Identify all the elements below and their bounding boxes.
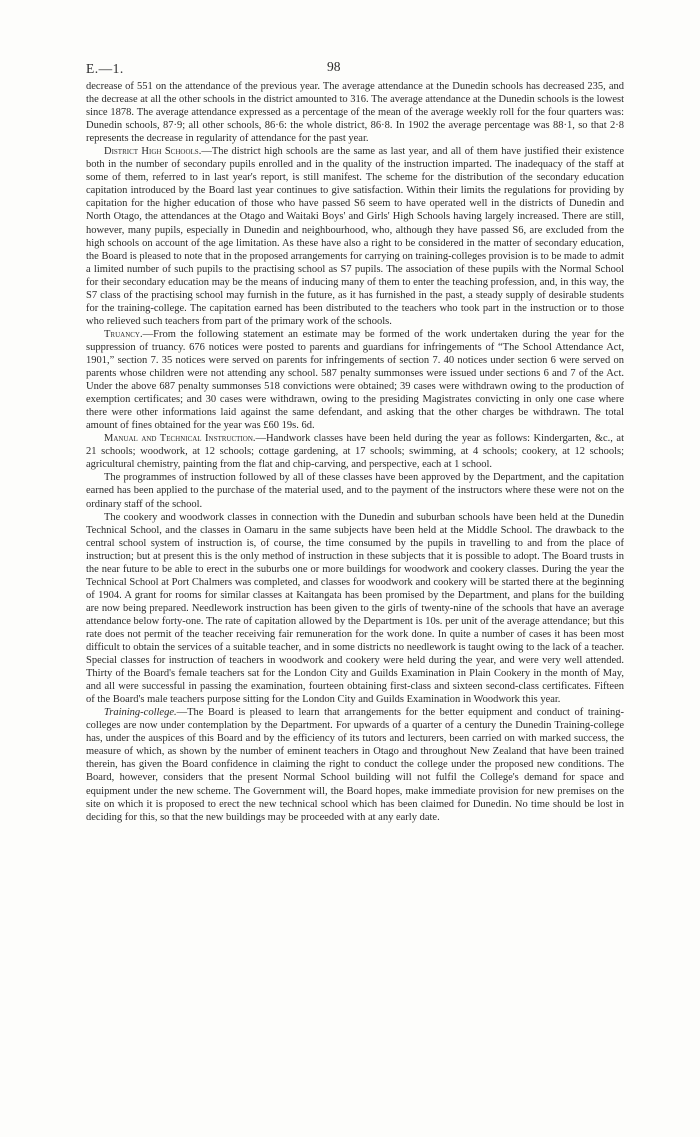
paragraph-text: —The district high schools are the same as last year, and all of them have justified their existence both in the number of secondary pupils enrolled and in the quality of the instruction imparted. The inadequacy of the staff at some of them, referred to in last year's report, is still manifest. The scheme for the distribution of the secondary education capitation introduced by the Board last year continues to give satisfaction. Within their limits the regulations for providing by capitation for the higher education of those who have passed S6 seem to have operated well in the districts of Dunedin and North Otago, the attendances at the Otago and Waitaki Boys' and Girls' High Schools having largely increased. There are still, however, many pupils, especially in Dunedin and neighbourhood, who, although they have passed S6, are excluded from the high schools on account of the age limitation. As these have also a right to be considered in the matter of secondary education, the Board is pleased to note that in the proposed arrangements for carrying on training-colleges provision is to be made to admit a limited number of such pupils to the practising school as S7 pupils. The association of these pupils with the Normal School for their secondary education may be the means of inducing many of them to enter the teaching profession, and, in this way, the S7 class of the practising school may furnish in the future, as it has furnished in the past, a steady supply of desirable students for the training-college. The capitation earned has been distributed to the teachers who took part in the instruction or to those who relieved such teachers from part of the primary work of the schools.	[86, 146, 625, 327]
body-text	[86, 80, 624, 824]
document-reference: E.—1.	[86, 61, 124, 76]
paragraph-attendance	[86, 80, 624, 145]
paragraph-programmes	[86, 471, 624, 510]
paragraph-text: The programmes of instruction followed by all of these classes have been approved by the Department, and the capitation earned has been applied to the purchase of the material used, and to the payment of the instructors where these were not on the ordinary staff of the school.	[86, 472, 624, 510]
paragraph-text: —The Board is pleased to learn that arrangements for the better equipment and conduct of training-colleges are now under contemplation by the Department. For upwards of a quarter of a century the Dunedin Training-college has, under the auspices of this Board and by the efficiency of its tutors and lecturers, been carried on with marked success, the measure of which, as shown by the number of eminent teachers in Otago and throughout New Zealand that have been trained therein, has given the Board confidence in claiming the right to conduct the college under the proposed new conditions. The Board, however, considers that the present Normal School building will not fulfil the College's demand for space and equipment under the new scheme. The Government will, the Board hopes, make immediate provision for new premises on the site on which it is proposed to erect the new technical school which has been claimed for Dunedin. No time should be lost in deciding for this, so that the new buildings may be proceeded with at any early date.	[86, 707, 624, 823]
paragraph-text: —Handwork classes have been held during the year as follows: Kindergarten, &c., at 21 schools; woodwork, at 12 schools; cottage gardening, at 17 schools; swimming, at 4 schools; cookery, at 12 schools; agricultural chemistry, painting from the flat and chip-carving, and perspective, each at 1 school.	[86, 433, 624, 471]
section-heading: Training-college.	[104, 707, 177, 719]
paragraph-text: decrease of 551 on the attendance of the previous year. The average attendance at the Dunedin schools has decreased 235, and the decrease at all the other schools in the district amounted to 316. The average attendance at the Dunedin schools is the lowest since 1878. The average attendance expressed as a percentage of the mean of the average weekly roll for the four quarters was: Dunedin schools, 87·9; all other schools, 86·6: the whole district, 86·8. In 1902 the average percentage was 88·1, so that 2·8 represents the decrease in regularity of attendance for the past year.	[86, 81, 624, 145]
section-heading: Truancy.	[104, 328, 143, 340]
section-heading: Manual and Technical Instruction.	[104, 433, 256, 445]
paragraph-district-high-schools	[86, 145, 624, 328]
page-number: 98	[327, 59, 341, 74]
paragraph-truancy	[86, 328, 624, 432]
paragraph-cookery-woodwork	[86, 511, 624, 707]
section-heading: District High Schools.	[104, 146, 202, 158]
paragraph-text: The cookery and woodwork classes in connection with the Dunedin and suburban schools have been held at the Dunedin Technical School, and the classes in Oamaru in the same subjects have been held at the Middle School. The drawback to the central school system of instruction is, of course, the time consumed by the pupils in travelling to and from the place of instruction; but at present this is the only method of instruction in these subjects that it is possible to adopt. The Board trusts in the near future to be able to erect in the suburbs one or more buildings for woodwork and cookery classes. During the year the Technical School at Port Chalmers was completed, and classes for woodwork and cookery will be started there at the beginning of 1904. A grant for rooms for similar classes at Kaitangata has been promised by the Department, and plans for the building are now being prepared. Needlework instruction has been given to the girls of twenty-nine of the schools that have an average attendance below forty-one. The rate of capitation allowed by the Department is 10s. per unit of the average attendance; but this rate does not permit of the teacher receiving fair remuneration for the work done. In quite a number of cases it has been most difficult to obtain the services of a suitable teacher, and in some districts no needlework is taught owing to the lack of a teacher. Special classes for instruction of teachers in woodwork and cookery were held during the year, and were very well attended. Thirty of the Board's female teachers sat for the London City and Guilds Examination in Plain Cookery in the month of May, and all were successful in passing the examination, fourteen obtaining first-class and sixteen second-class certificates. Fifteen of the Board's male teachers purpose sitting for the London City and Guilds Examination in Woodwork this year.	[86, 511, 624, 706]
paragraph-manual-technical	[86, 432, 624, 471]
paragraph-training-college	[86, 706, 624, 823]
paragraph-text: —From the following statement an estimate may be formed of the work undertaken during the year for the suppression of truancy. 676 notices were posted to parents and guardians for infringements of “The School Attendance Act, 1901,” section 7. 35 notices were served on parents for infringements of section 7. 40 notices under section 6 were served on parents whose children were not attending any school. 587 penalty summonses were issued under sections 6 and 7 of the Act. Under the above 687 penalty summonses 518 convictions were obtained; 39 cases were withdrawn owing to the production of exemption certificates; and 30 cases were withdrawn, owing to the presiding Magistrates convicting in only one case where there were other informations laid against the same defendant, and asking that the other charges be withdrawn. The total amount of fines obtained for the year was £60 19s. 6d.	[86, 328, 624, 432]
